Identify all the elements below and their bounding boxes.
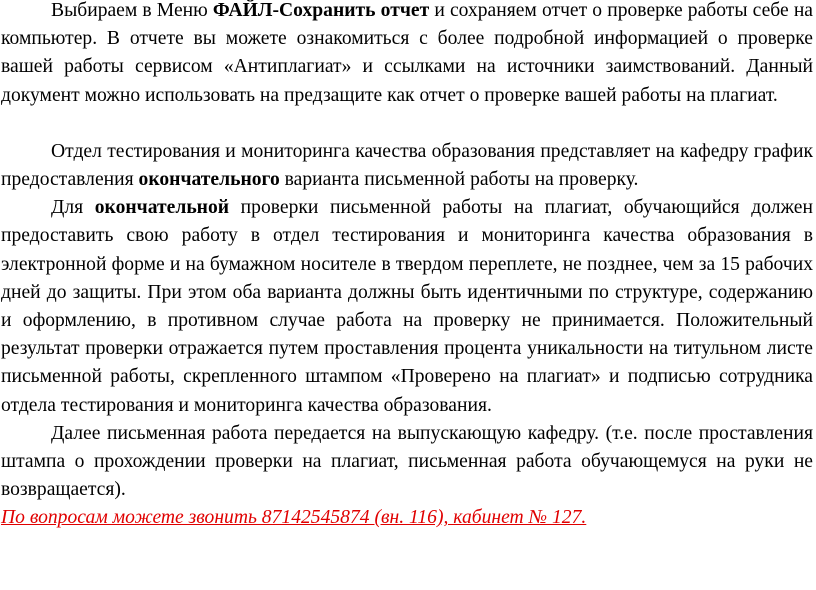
emphasis-final: окончательного — [138, 169, 280, 191]
paragraph-final-check-intro: Для — [51, 197, 95, 219]
paragraph-schedule — [1, 138, 813, 194]
paragraph-final-check-body: проверки письменной работы на плагиат, обучающийся должен предоставить свою работу в отдел тестирования и мониторинга качества образования в электронной форме и на бумажном носителе в твердом переплете, не позднее, чем за 15 рабочих дней до защиты. При этом оба варианта должны быть идентичными по структуре, содержанию и оформлению, в противном случае работа на проверку не принимается. Положительный результат проверки отражается путем проставления процента уникальности на титульном листе письменной работы, скрепленного штампом «Проверено на плагиат» и подписью сотрудника отдела тестирования и мониторинга качества образования. — [1, 197, 813, 416]
menu-path-save-report: ФАЙЛ-Сохранить отчет — [212, 0, 430, 21]
contact-line: По вопросам можете звонить 87142545874 (вн. 116), кабинет № 127. — [1, 507, 587, 529]
paragraph-save-report — [1, 0, 813, 110]
emphasis-final-check: окончательной — [94, 197, 230, 219]
paragraph-schedule-body: варианта письменной работы на проверку. — [279, 169, 639, 191]
paragraph-final-check — [1, 194, 813, 420]
paragraph-save-report-body: и сохраняем отчет о проверке работы себе на компьютер. В отчете вы можете ознакомиться с более подробной информацией о проверке вашей работы сервисом «Антиплагиат» и ссылками на источники заимствований. Данный документ можно использовать на предзащите как отчет о проверке вашей работы на плагиат. — [1, 0, 813, 106]
paragraph-return: Далее письменная работа передается на выпускающую кафедру. (т.е. после проставления штампа о прохождении проверки на плагиат, письменная работа обучающемуся на руки не возвращается). — [1, 422, 813, 501]
paragraph-schedule-intro: Отдел тестирования и мониторинга качества образования представляет на кафедру график предоставления — [1, 140, 813, 191]
paragraph-save-report-intro: Выбираем в Меню — [51, 0, 213, 21]
